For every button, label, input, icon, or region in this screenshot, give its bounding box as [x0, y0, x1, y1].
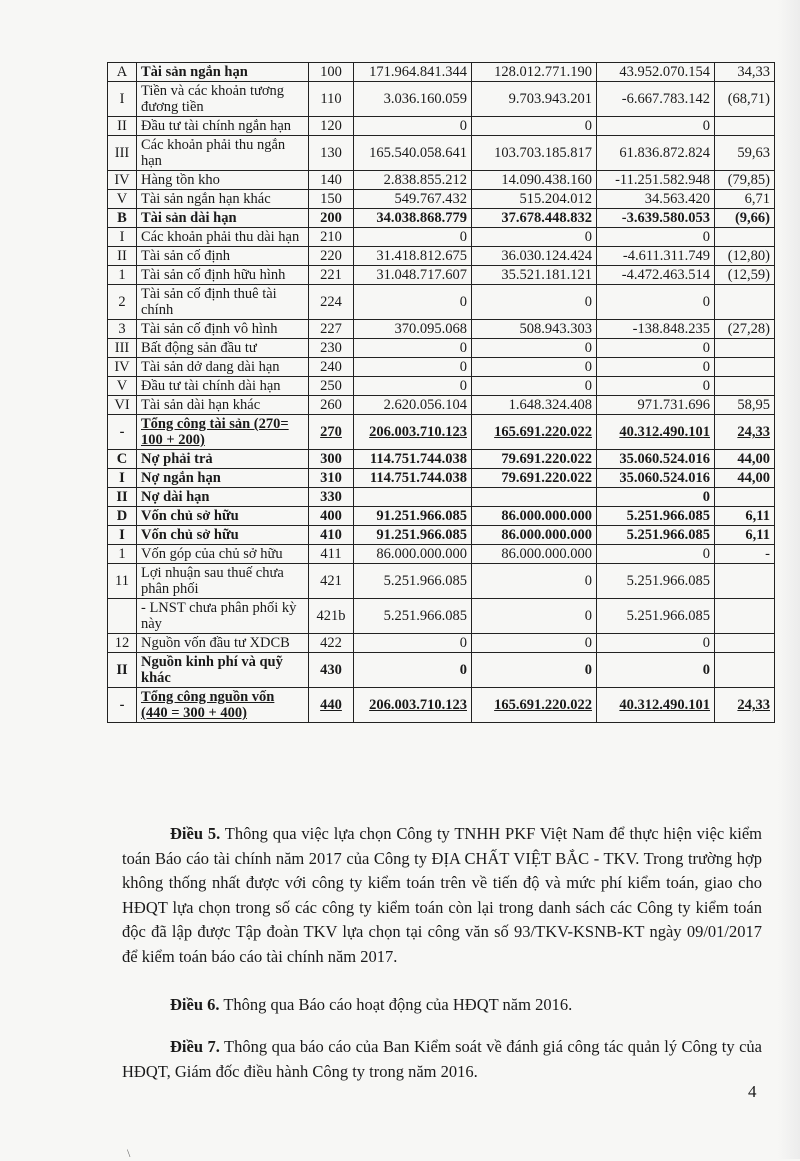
cell-stt: I — [108, 82, 137, 117]
cell-item-name: Tài sản dài hạn khác — [137, 396, 309, 415]
cell-value-current: 206.003.710.123 — [354, 688, 472, 723]
cell-code: 240 — [309, 358, 354, 377]
paragraph-dieu-7 — [122, 1035, 762, 1084]
cell-change-percent: (12,80) — [715, 247, 775, 266]
cell-value-previous: 79.691.220.022 — [472, 450, 597, 469]
cell-stt: 1 — [108, 545, 137, 564]
cell-value-change: 43.952.070.154 — [597, 63, 715, 82]
cell-item-name: Tiền và các khoản tương đương tiền — [137, 82, 309, 117]
cell-change-percent — [715, 488, 775, 507]
cell-change-percent — [715, 634, 775, 653]
cell-value-current: 165.540.058.641 — [354, 136, 472, 171]
cell-change-percent: 6,11 — [715, 507, 775, 526]
cell-change-percent — [715, 599, 775, 634]
cell-value-previous: 37.678.448.832 — [472, 209, 597, 228]
cell-change-percent: 6,11 — [715, 526, 775, 545]
cell-value-current: 0 — [354, 339, 472, 358]
cell-value-change: 61.836.872.824 — [597, 136, 715, 171]
cell-item-name: Hàng tồn kho — [137, 171, 309, 190]
cell-code: 227 — [309, 320, 354, 339]
table-row — [108, 526, 775, 545]
table-row — [108, 82, 775, 117]
cell-item-name: Tài sản cố định thuê tài chính — [137, 285, 309, 320]
dieu-7-lead: Điều 7. — [170, 1037, 220, 1056]
dieu-6-lead: Điều 6. — [170, 995, 220, 1014]
cell-value-previous: 0 — [472, 564, 597, 599]
cell-value-previous: 0 — [472, 653, 597, 688]
cell-value-current: 114.751.744.038 — [354, 450, 472, 469]
cell-code: 440 — [309, 688, 354, 723]
cell-value-previous: 128.012.771.190 — [472, 63, 597, 82]
page-number: 4 — [748, 1082, 757, 1101]
cell-value-change: 0 — [597, 339, 715, 358]
cell-value-current: 0 — [354, 653, 472, 688]
cell-value-current: 5.251.966.085 — [354, 599, 472, 634]
cell-value-current: 91.251.966.085 — [354, 507, 472, 526]
table-row — [108, 209, 775, 228]
table-row — [108, 488, 775, 507]
cell-value-change: 0 — [597, 634, 715, 653]
cell-stt: IV — [108, 358, 137, 377]
cell-code: 250 — [309, 377, 354, 396]
cell-item-name: Vốn góp của chủ sở hữu — [137, 545, 309, 564]
cell-item-name: Nợ phải trả — [137, 450, 309, 469]
cell-value-change: 5.251.966.085 — [597, 526, 715, 545]
cell-stt: II — [108, 488, 137, 507]
cell-value-current: 91.251.966.085 — [354, 526, 472, 545]
cell-item-name: Tài sản cố định hữu hình — [137, 266, 309, 285]
cell-value-change: 0 — [597, 545, 715, 564]
cell-value-current: 370.095.068 — [354, 320, 472, 339]
cell-value-previous: 515.204.012 — [472, 190, 597, 209]
cell-code: 150 — [309, 190, 354, 209]
cell-change-percent: 44,00 — [715, 469, 775, 488]
cell-value-previous: 86.000.000.000 — [472, 507, 597, 526]
cell-stt: A — [108, 63, 137, 82]
cell-code: 411 — [309, 545, 354, 564]
cell-item-name: Đầu tư tài chính ngắn hạn — [137, 117, 309, 136]
cell-code: 220 — [309, 247, 354, 266]
cell-value-previous: 0 — [472, 285, 597, 320]
cell-value-current: 549.767.432 — [354, 190, 472, 209]
cell-stt: I — [108, 228, 137, 247]
table-row — [108, 545, 775, 564]
cell-stt: B — [108, 209, 137, 228]
cell-value-change: -6.667.783.142 — [597, 82, 715, 117]
table-row — [108, 396, 775, 415]
cell-value-change: -138.848.235 — [597, 320, 715, 339]
cell-value-previous: 0 — [472, 377, 597, 396]
cell-change-percent — [715, 339, 775, 358]
cell-item-name: Đầu tư tài chính dài hạn — [137, 377, 309, 396]
cell-value-current: 2.620.056.104 — [354, 396, 472, 415]
cell-stt: III — [108, 339, 137, 358]
cell-value-change: 35.060.524.016 — [597, 469, 715, 488]
cell-value-previous: 0 — [472, 634, 597, 653]
table-row — [108, 320, 775, 339]
cell-value-previous: 103.703.185.817 — [472, 136, 597, 171]
cell-change-percent: 58,95 — [715, 396, 775, 415]
cell-value-change: 5.251.966.085 — [597, 507, 715, 526]
cell-value-previous: 86.000.000.000 — [472, 526, 597, 545]
cell-value-previous: 0 — [472, 228, 597, 247]
cell-change-percent: (27,28) — [715, 320, 775, 339]
cell-value-previous: 0 — [472, 599, 597, 634]
cell-value-change: -4.611.311.749 — [597, 247, 715, 266]
cell-item-name: Tài sản cố định vô hình — [137, 320, 309, 339]
table-row — [108, 450, 775, 469]
cell-value-change: 40.312.490.101 — [597, 415, 715, 450]
cell-code: 130 — [309, 136, 354, 171]
cell-change-percent: 24,33 — [715, 688, 775, 723]
table-row — [108, 266, 775, 285]
cell-value-current: 34.038.868.779 — [354, 209, 472, 228]
cell-item-name: Tài sản cố định — [137, 247, 309, 266]
cell-item-name: Nợ dài hạn — [137, 488, 309, 507]
cell-item-name: Tài sản dở dang dài hạn — [137, 358, 309, 377]
balance-sheet-table — [107, 62, 775, 723]
cell-value-current: 2.838.855.212 — [354, 171, 472, 190]
cell-stt: 3 — [108, 320, 137, 339]
cell-value-current: 114.751.744.038 — [354, 469, 472, 488]
cell-item-name: Tài sản ngắn hạn khác — [137, 190, 309, 209]
paragraph-dieu-6 — [122, 993, 762, 1018]
cell-change-percent: 24,33 — [715, 415, 775, 450]
cell-value-previous: 0 — [472, 339, 597, 358]
cell-value-change: 0 — [597, 358, 715, 377]
cell-code: 221 — [309, 266, 354, 285]
cell-value-current: 3.036.160.059 — [354, 82, 472, 117]
cell-stt: 2 — [108, 285, 137, 320]
cell-value-current: 5.251.966.085 — [354, 564, 472, 599]
cell-code: 310 — [309, 469, 354, 488]
cell-stt: V — [108, 377, 137, 396]
table-row — [108, 190, 775, 209]
cell-value-change: 0 — [597, 377, 715, 396]
table-row — [108, 171, 775, 190]
cell-change-percent — [715, 285, 775, 320]
cell-value-current: 31.418.812.675 — [354, 247, 472, 266]
cell-value-change: -11.251.582.948 — [597, 171, 715, 190]
cell-item-name: Tài sản ngắn hạn — [137, 63, 309, 82]
cell-item-name: Tổng công nguồn vốn (440 = 300 + 400) — [137, 688, 309, 723]
cell-value-change: 34.563.420 — [597, 190, 715, 209]
table-row — [108, 469, 775, 488]
cell-value-previous: 1.648.324.408 — [472, 396, 597, 415]
cell-value-previous: 35.521.181.121 — [472, 266, 597, 285]
cell-item-name: Nguồn kinh phí và quỹ khác — [137, 653, 309, 688]
cell-code: 300 — [309, 450, 354, 469]
cell-item-name: Vốn chủ sở hữu — [137, 507, 309, 526]
cell-stt: 11 — [108, 564, 137, 599]
cell-stt: - — [108, 688, 137, 723]
cell-change-percent: 44,00 — [715, 450, 775, 469]
cell-stt: I — [108, 526, 137, 545]
cell-value-change: 0 — [597, 488, 715, 507]
cell-code: 422 — [309, 634, 354, 653]
cell-item-name: Nợ ngắn hạn — [137, 469, 309, 488]
table-row — [108, 653, 775, 688]
cell-value-current: 0 — [354, 228, 472, 247]
dieu-6-text: Thông qua Báo cáo hoạt động của HĐQT năm 2016. — [219, 995, 573, 1014]
cell-code: 140 — [309, 171, 354, 190]
cell-change-percent — [715, 377, 775, 396]
cell-value-change: 35.060.524.016 — [597, 450, 715, 469]
cell-change-percent — [715, 228, 775, 247]
cell-value-previous: 165.691.220.022 — [472, 415, 597, 450]
cell-change-percent: 6,71 — [715, 190, 775, 209]
cell-stt: I — [108, 469, 137, 488]
table-row — [108, 415, 775, 450]
cell-value-previous: 79.691.220.022 — [472, 469, 597, 488]
cell-value-current: 0 — [354, 634, 472, 653]
cell-code: 110 — [309, 82, 354, 117]
cell-item-name: Tổng công tài sản (270= 100 + 200) — [137, 415, 309, 450]
cell-value-previous: 36.030.124.424 — [472, 247, 597, 266]
table-row — [108, 377, 775, 396]
cell-code: 224 — [309, 285, 354, 320]
cell-change-percent: (68,71) — [715, 82, 775, 117]
cell-code: 421b — [309, 599, 354, 634]
cell-value-previous: 86.000.000.000 — [472, 545, 597, 564]
cell-value-current: 171.964.841.344 — [354, 63, 472, 82]
cell-change-percent: - — [715, 545, 775, 564]
table-row — [108, 285, 775, 320]
cell-item-name: Vốn chủ sở hữu — [137, 526, 309, 545]
cell-code: 410 — [309, 526, 354, 545]
cell-value-change: 5.251.966.085 — [597, 564, 715, 599]
cell-value-previous: 9.703.943.201 — [472, 82, 597, 117]
cell-value-previous: 14.090.438.160 — [472, 171, 597, 190]
cell-value-change: 971.731.696 — [597, 396, 715, 415]
table-row — [108, 358, 775, 377]
table-row — [108, 247, 775, 266]
cell-stt: V — [108, 190, 137, 209]
cell-code: 210 — [309, 228, 354, 247]
table-row — [108, 228, 775, 247]
table-row — [108, 564, 775, 599]
cell-value-current: 0 — [354, 117, 472, 136]
cell-stt: - — [108, 415, 137, 450]
cell-change-percent: 59,63 — [715, 136, 775, 171]
cell-code: 230 — [309, 339, 354, 358]
cell-change-percent: (79,85) — [715, 171, 775, 190]
table-row — [108, 634, 775, 653]
cell-value-change: 0 — [597, 228, 715, 247]
table-row — [108, 599, 775, 634]
table-row — [108, 688, 775, 723]
cell-item-name: Lợi nhuận sau thuế chưa phân phối — [137, 564, 309, 599]
cell-item-name: Tài sản dài hạn — [137, 209, 309, 228]
cell-change-percent: 34,33 — [715, 63, 775, 82]
table-row — [108, 339, 775, 358]
table-row — [108, 117, 775, 136]
cell-code: 120 — [309, 117, 354, 136]
cell-stt: 12 — [108, 634, 137, 653]
cell-stt: III — [108, 136, 137, 171]
cell-value-previous: 0 — [472, 117, 597, 136]
cell-value-change: 5.251.966.085 — [597, 599, 715, 634]
cell-value-previous: 165.691.220.022 — [472, 688, 597, 723]
dieu-7-text: Thông qua báo cáo của Ban Kiểm soát về đánh giá công tác quản lý Công ty của HĐQT, Giám đốc điều hành Công ty trong năm 2016. — [122, 1037, 763, 1081]
cell-item-name: Bất động sản đầu tư — [137, 339, 309, 358]
cell-value-current: 0 — [354, 358, 472, 377]
cell-value-change: 0 — [597, 285, 715, 320]
cell-code: 430 — [309, 653, 354, 688]
cell-value-change: -4.472.463.514 — [597, 266, 715, 285]
table-row — [108, 63, 775, 82]
scan-mark: \ — [127, 1146, 131, 1160]
cell-value-current: 0 — [354, 285, 472, 320]
cell-value-previous: 508.943.303 — [472, 320, 597, 339]
dieu-5-text: Thông qua việc lựa chọn Công ty TNHH PKF Việt Nam để thực hiện việc kiểm toán Báo cáo tài chính năm 2017 của Công ty ĐỊA CHẤT VIỆT BẮC - TKV. Trong trường hợp không thống nhất được với công ty kiểm toán trên về tiến độ và mức phí kiểm toán, giao cho HĐQT lựa chọn trong số các công ty kiểm toán còn lại trong danh sách các Công ty kiểm toán độc đã lập được Tập đoàn TKV lựa chọn tại công văn số 93/TKV-KSNB-KT ngày 09/01/2017 để kiểm toán báo cáo tài chính năm 2017. — [122, 824, 762, 966]
cell-value-previous — [472, 488, 597, 507]
paragraph-dieu-5 — [122, 822, 762, 969]
cell-value-current — [354, 488, 472, 507]
cell-value-current: 86.000.000.000 — [354, 545, 472, 564]
cell-value-current: 206.003.710.123 — [354, 415, 472, 450]
balance-sheet-body — [108, 63, 775, 723]
dieu-5-lead: Điều 5. — [170, 824, 221, 843]
cell-stt: VI — [108, 396, 137, 415]
cell-change-percent — [715, 358, 775, 377]
cell-item-name: Các khoản phải thu ngắn hạn — [137, 136, 309, 171]
cell-value-current: 31.048.717.607 — [354, 266, 472, 285]
cell-value-current: 0 — [354, 377, 472, 396]
cell-code: 260 — [309, 396, 354, 415]
cell-change-percent — [715, 564, 775, 599]
page-edge-shadow — [778, 0, 800, 1159]
cell-item-name: Nguồn vốn đầu tư XDCB — [137, 634, 309, 653]
cell-change-percent — [715, 117, 775, 136]
cell-code: 200 — [309, 209, 354, 228]
cell-value-change: 0 — [597, 117, 715, 136]
cell-stt — [108, 599, 137, 634]
table-row — [108, 136, 775, 171]
cell-code: 421 — [309, 564, 354, 599]
cell-stt: II — [108, 653, 137, 688]
cell-stt: D — [108, 507, 137, 526]
cell-value-change: 40.312.490.101 — [597, 688, 715, 723]
cell-item-name: Các khoản phải thu dài hạn — [137, 228, 309, 247]
cell-change-percent: (12,59) — [715, 266, 775, 285]
cell-change-percent — [715, 653, 775, 688]
cell-change-percent: (9,66) — [715, 209, 775, 228]
table-row — [108, 507, 775, 526]
cell-stt: 1 — [108, 266, 137, 285]
cell-stt: C — [108, 450, 137, 469]
cell-value-change: 0 — [597, 653, 715, 688]
cell-code: 100 — [309, 63, 354, 82]
cell-code: 330 — [309, 488, 354, 507]
cell-stt: II — [108, 247, 137, 266]
cell-value-previous: 0 — [472, 358, 597, 377]
cell-value-change: -3.639.580.053 — [597, 209, 715, 228]
cell-code: 400 — [309, 507, 354, 526]
cell-stt: II — [108, 117, 137, 136]
cell-item-name: - LNST chưa phân phối kỳ này — [137, 599, 309, 634]
cell-stt: IV — [108, 171, 137, 190]
cell-code: 270 — [309, 415, 354, 450]
